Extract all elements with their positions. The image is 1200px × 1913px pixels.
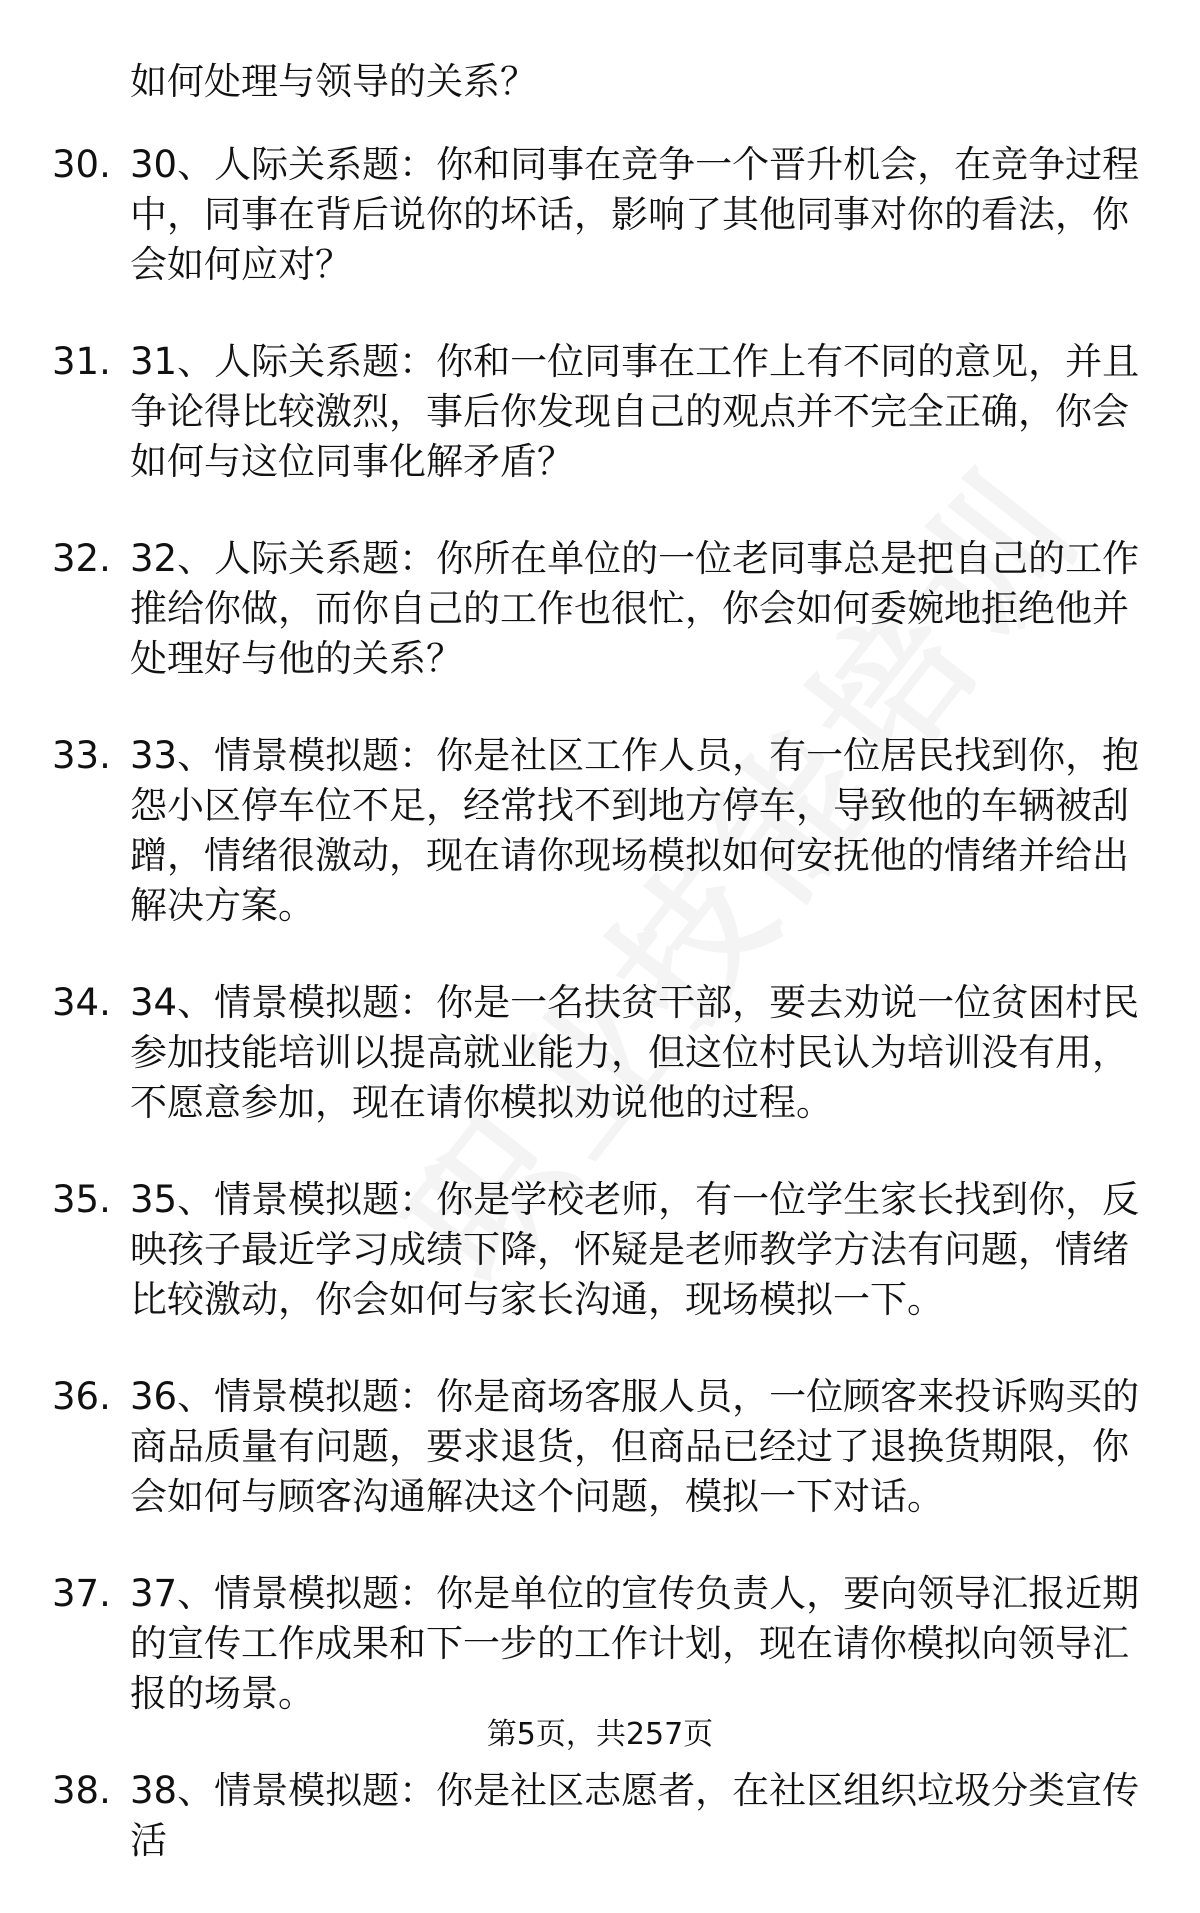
list-item-number: 37. <box>52 1572 111 1615</box>
list-item-number: 34. <box>52 981 111 1024</box>
list-item-number: 35. <box>52 1178 111 1221</box>
list-item <box>0 731 1200 931</box>
list-item-number: 33. <box>52 734 111 777</box>
continued-question-text: 如何处理与领导的关系？ <box>130 60 537 103</box>
list-item-text: 36、情景模拟题：你是商场客服人员，一位顾客来投诉购买的商品质量有问题，要求退货，但商品已经过了退换货期限，你会如何与顾客沟通解决这个问题，模拟一下对话。 <box>130 1375 1140 1518</box>
list-item-text: 35、情景模拟题：你是学校老师，有一位学生家长找到你，反映孩子最近学习成绩下降，怀疑是老师教学方法有问题，情绪比较激动，你会如何与家长沟通，现场模拟一下。 <box>130 1178 1140 1321</box>
list-item-text: 30、人际关系题：你和同事在竞争一个晋升机会，在竞争过程中，同事在背后说你的坏话，影响了其他同事对你的看法，你会如何应对？ <box>130 143 1140 286</box>
list-item <box>0 534 1200 684</box>
list-item-number: 31. <box>52 340 111 383</box>
list-item-text: 32、人际关系题：你所在单位的一位老同事总是把自己的工作推给你做，而你自己的工作也很忙，你会如何委婉地拒绝他并处理好与他的关系？ <box>130 537 1140 680</box>
list-item-number: 38. <box>52 1769 111 1812</box>
list-item-text: 33、情景模拟题：你是社区工作人员，有一位居民找到你，抱怨小区停车位不足，经常找不到地方停车，导致他的车辆被刮蹭，情绪很激动，现在请你现场模拟如何安抚他的情绪并给出解决方案。 <box>130 734 1140 927</box>
list-item <box>0 1175 1200 1325</box>
page-footer: 第5页，共257页 <box>486 1717 714 1752</box>
list-item-number: 32. <box>52 537 111 580</box>
list-item <box>0 978 1200 1128</box>
question-list <box>0 140 1200 1913</box>
list-item <box>0 1569 1200 1719</box>
list-item <box>0 1766 1200 1866</box>
list-item-text: 38、情景模拟题：你是社区志愿者，在社区组织垃圾分类宣传活 <box>130 1769 1140 1862</box>
list-item <box>0 1372 1200 1522</box>
list-item <box>0 140 1200 290</box>
list-item-number: 30. <box>52 143 111 186</box>
list-item-text: 34、情景模拟题：你是一名扶贫干部，要去劝说一位贫困村民参加技能培训以提高就业能力，但这位村民认为培训没有用，不愿意参加，现在请你模拟劝说他的过程。 <box>130 981 1140 1124</box>
list-item <box>0 337 1200 487</box>
list-item-number: 36. <box>52 1375 111 1418</box>
list-item-text: 37、情景模拟题：你是单位的宣传负责人，要向领导汇报近期的宣传工作成果和下一步的工作计划，现在请你模拟向领导汇报的场景。 <box>130 1572 1140 1715</box>
list-item-text: 31、人际关系题：你和一位同事在工作上有不同的意见，并且争论得比较激烈，事后你发现自己的观点并不完全正确，你会如何与这位同事化解矛盾？ <box>130 340 1140 483</box>
